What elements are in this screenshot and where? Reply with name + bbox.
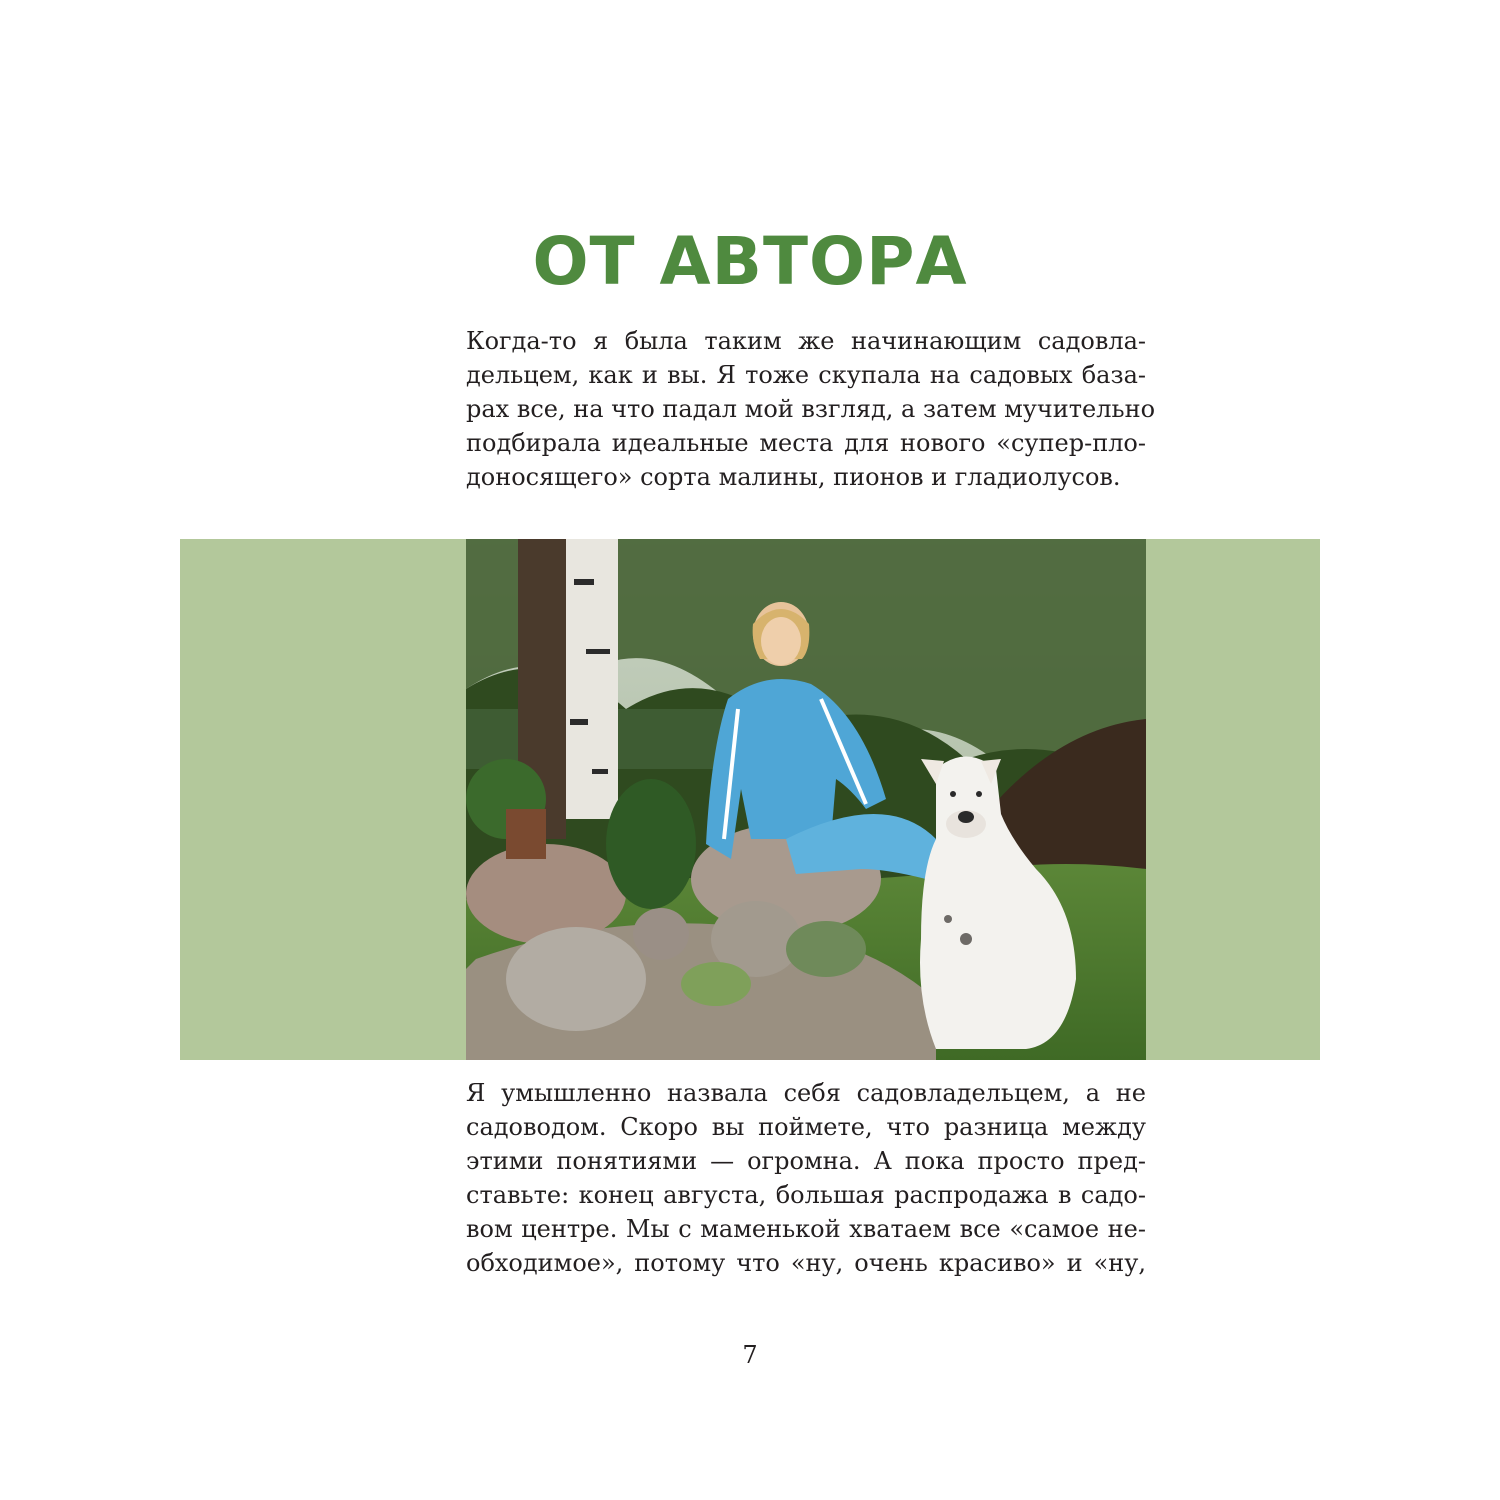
- text-line: этими понятиями — огромна. А пока просто пред-: [466, 1147, 1146, 1175]
- text-line: доносящего» сорта малины, пионов и гладиолусов.: [466, 463, 1121, 491]
- text-line: подбирала идеальные места для нового «супер-пло-: [466, 429, 1146, 457]
- intro-paragraph: [466, 324, 1156, 494]
- text-line: рах все, на что падал мой взгляд, а затем мучительно: [466, 395, 1156, 423]
- text-line: вом центре. Мы с маменькой хватаем все «самое не-: [466, 1215, 1146, 1243]
- text-line: обходимое», потому что «ну, очень красиво» и «ну,: [466, 1249, 1146, 1277]
- page-title: ОТ АВТОРА: [532, 223, 968, 300]
- page-number: 7: [742, 1341, 758, 1369]
- garden-photo: [466, 539, 1146, 1060]
- text-line: Я умышленно назвала себя садовладельцем, а не: [466, 1079, 1146, 1107]
- text-line: садоводом. Скоро вы поймете, что разница между: [466, 1113, 1146, 1141]
- body-paragraph: [466, 1076, 1146, 1280]
- text-line: ставьте: конец августа, большая распродажа в садо-: [466, 1181, 1146, 1209]
- text-line: Когда-то я была таким же начинающим садовла-: [466, 327, 1146, 355]
- text-line: дельцем, как и вы. Я тоже скупала на садовых база-: [466, 361, 1146, 389]
